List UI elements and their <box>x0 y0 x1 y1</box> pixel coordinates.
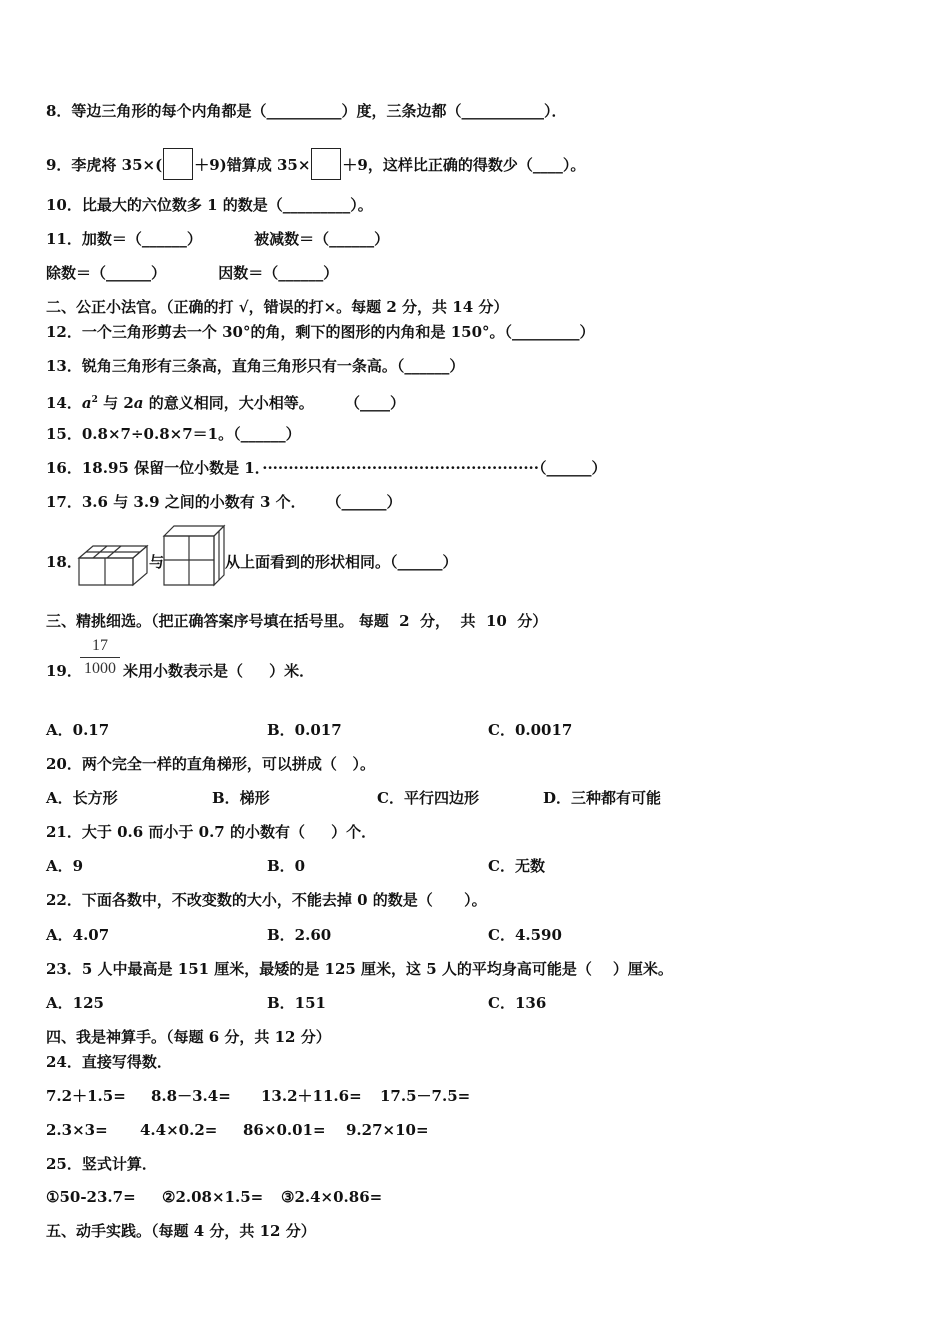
q21-option-c[interactable]: C．无数 <box>488 857 545 875</box>
question-9 <box>46 148 585 180</box>
answer-box[interactable] <box>163 148 193 180</box>
calc-item: 17.5－7.5= <box>380 1087 471 1105</box>
question-15: 15．0.8×7÷0.8×7＝1。（______） <box>46 425 301 443</box>
calc-item: 2.3×3= <box>46 1121 108 1139</box>
q23-option-c[interactable]: C．136 <box>488 994 547 1012</box>
q20-option-d[interactable]: D．三种都有可能 <box>543 789 662 807</box>
q20-option-c[interactable]: C．平行四边形 <box>377 789 479 807</box>
q23-option-b[interactable]: B．151 <box>267 994 326 1012</box>
vertical-calc-item: ②2.08×1.5= <box>162 1188 264 1206</box>
vertical-calc-item: ①50-23.7= <box>46 1188 136 1206</box>
section-2-heading: 二、公正小法官。（正确的打 √，错误的打×。每题 2 分，共 14 分） <box>46 298 509 316</box>
q18-and: 与 <box>149 553 165 571</box>
fraction-numerator: 17 <box>92 637 108 654</box>
question-25-title: 25．竖式计算． <box>46 1155 157 1173</box>
question-16: 16．18.95 保留一位小数是 1．·····················································（______） <box>46 459 607 477</box>
q23-option-a[interactable]: A．125 <box>46 994 104 1012</box>
vertical-calc-item: ③2.4×0.86= <box>281 1188 383 1206</box>
q21-option-a[interactable]: A．9 <box>46 857 84 875</box>
fraction-bar <box>80 657 120 658</box>
question-12: 12．一个三角形剪去一个 30°的角，剩下的图形的内角和是 150°。（_________） <box>46 323 595 341</box>
calc-item: 8.8－3.4= <box>151 1087 231 1105</box>
q22-option-a[interactable]: A．4.07 <box>46 926 110 944</box>
fraction-denominator: 1000 <box>84 660 116 677</box>
calc-item: 9.27×10= <box>346 1121 429 1139</box>
q22-option-c[interactable]: C．4.590 <box>488 926 562 944</box>
section-5-heading: 五、动手实践。（每题 4 分，共 12 分） <box>46 1222 316 1240</box>
q21-option-b[interactable]: B．0 <box>267 857 306 875</box>
fraction <box>80 636 120 679</box>
section-3-heading: 三、精挑细选。（把正确答案序号填在括号里。 每题 2 分， 共 10 分） <box>46 612 548 630</box>
q9-part-c: ＋9，这样比正确的得数少（____）。 <box>342 156 586 174</box>
q19-option-a[interactable]: A．0.17 <box>46 721 110 739</box>
calc-item: 86×0.01= <box>243 1121 326 1139</box>
question-11-second-row: 除数＝（______） 因数＝（______） <box>46 264 339 282</box>
q19-option-b[interactable]: B．0.017 <box>267 721 342 739</box>
q22-option-b[interactable]: B．2.60 <box>267 926 332 944</box>
question-14: 14．$a^2$ 与 2a 的意义相同，大小相等。 （____） <box>46 394 406 412</box>
question-10: 10．比最大的六位数多 1 的数是（_________）。 <box>46 196 373 214</box>
q19-label: 19． <box>46 662 82 680</box>
q9-part-a: 9．李虎将 35×( <box>46 156 163 174</box>
section-4-heading: 四、我是神算手。（每题 6 分，共 12 分） <box>46 1028 331 1046</box>
q18-text: 从上面看到的形状相同。（______） <box>225 553 458 571</box>
question-21: 21．大于 0.6 而小于 0.7 的小数有（ ）个． <box>46 823 377 841</box>
question-13: 13．锐角三角形有三条高，直角三角形只有一条高。（______） <box>46 357 465 375</box>
calc-item: 7.2＋1.5= <box>46 1087 126 1105</box>
question-22: 22．下面各数中，不改变数的大小，不能去掉 0 的数是（ ）。 <box>46 891 487 909</box>
question-11: 11．加数＝（______） 被减数＝（______） <box>46 230 390 248</box>
q20-option-b[interactable]: B．梯形 <box>212 789 270 807</box>
calc-item: 4.4×0.2= <box>140 1121 218 1139</box>
answer-box[interactable] <box>311 148 341 180</box>
question-24-title: 24．直接写得数． <box>46 1053 172 1071</box>
q9-part-b: ＋9)错算成 35× <box>194 156 311 174</box>
q19-option-c[interactable]: C．0.0017 <box>488 721 573 739</box>
cuboid-figure <box>77 540 149 588</box>
calc-item: 13.2＋11.6= <box>261 1087 362 1105</box>
q20-option-a[interactable]: A．长方形 <box>46 789 118 807</box>
question-19: 米用小数表示是（ ）米． <box>123 662 315 680</box>
cube-stack-figure <box>162 522 226 588</box>
question-23: 23．5 人中最高是 151 厘米，最矮的是 125 厘米，这 5 人的平均身高可能是（ ）厘米。 <box>46 960 673 978</box>
question-8: 8．等边三角形的每个内角都是（__________）度，三条边都（___________）． <box>46 102 567 120</box>
question-20: 20．两个完全一样的直角梯形，可以拼成（ ）。 <box>46 755 376 773</box>
q18-label: 18． <box>46 553 82 571</box>
question-17: 17．3.6 与 3.9 之间的小数有 3 个． （______） <box>46 493 402 511</box>
